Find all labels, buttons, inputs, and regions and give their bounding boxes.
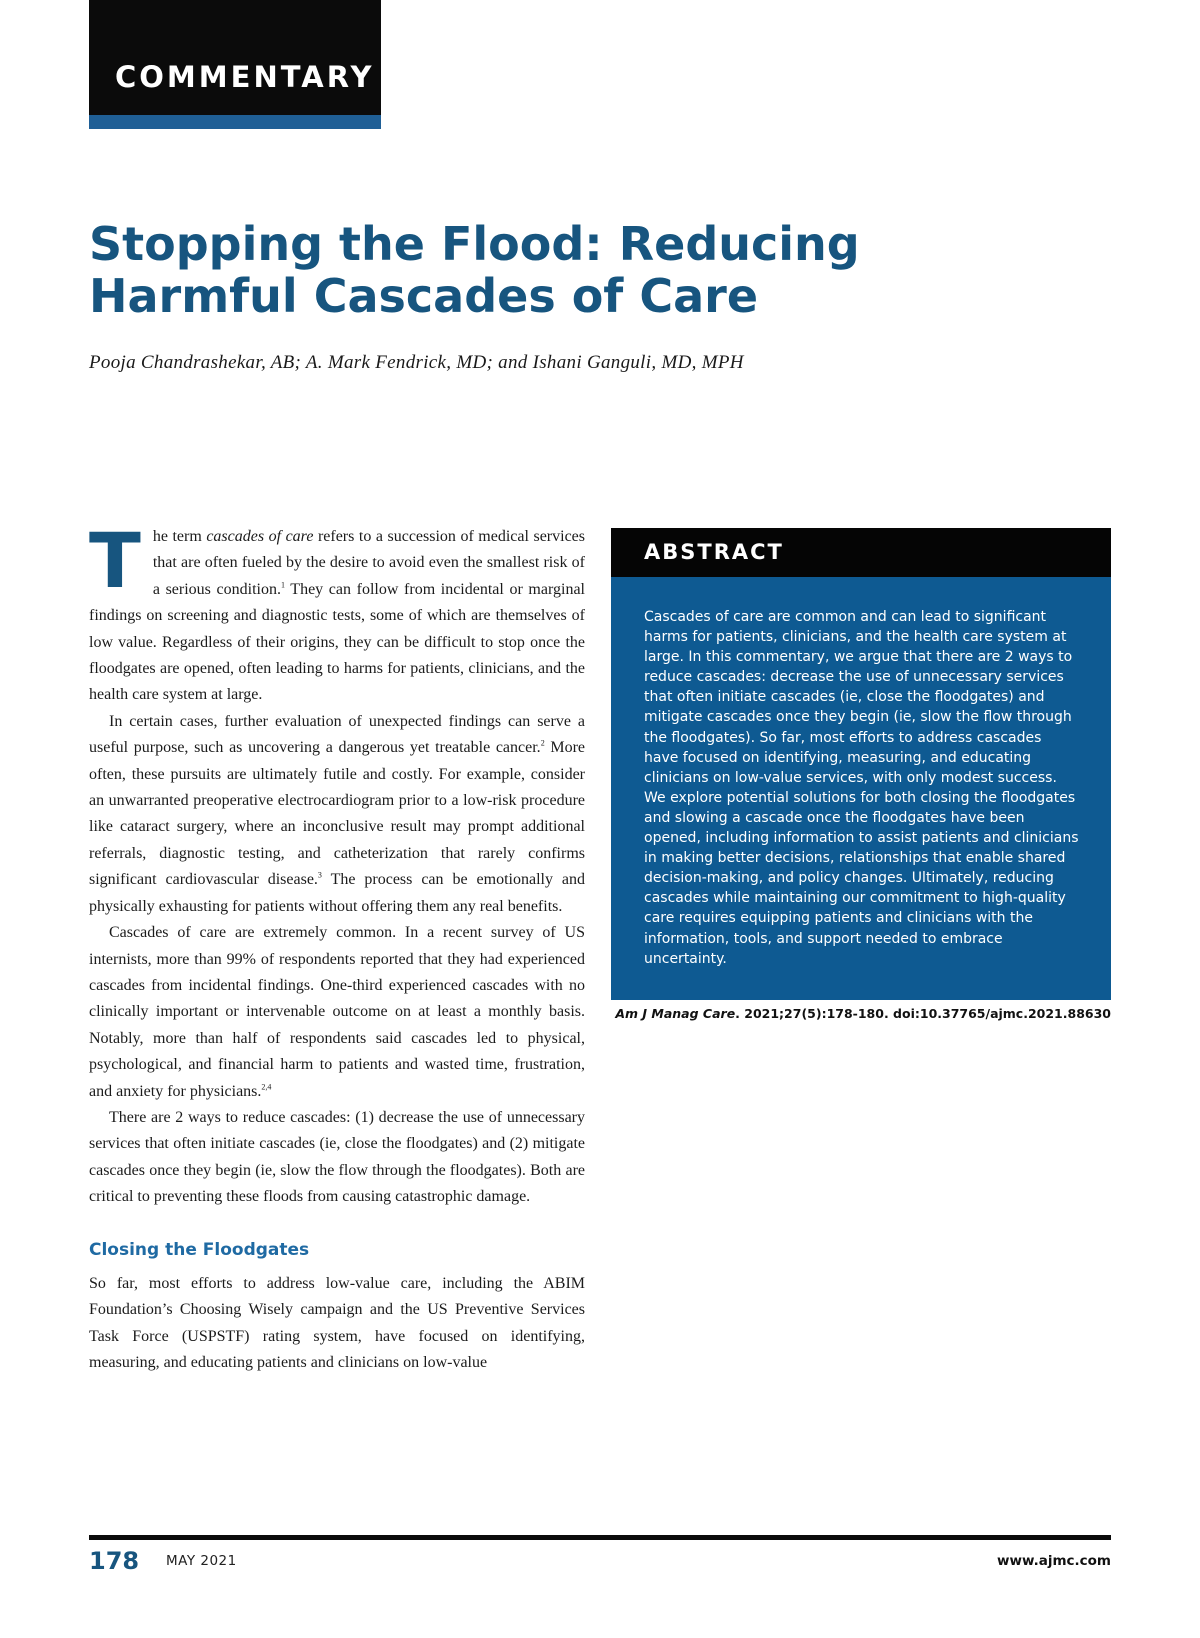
citation-journal: Am J Manag Care — [615, 1006, 736, 1021]
abstract-heading: ABSTRACT — [611, 528, 1111, 577]
section-heading: Closing the Floodgates — [89, 1239, 310, 1260]
body-text: More often, these pursuits are ultimately futile and costly. For example, consider an unwarranted preoperative electrocardiogram prior to a low-risk procedure like cataract surgery, where an inconclusive result may prompt additional referrals, diagnostic testing, and catheterization that rarely confirms significant cardiovascular disease. — [89, 739, 586, 889]
issue-date: MAY 2021 — [166, 1553, 237, 1569]
article-title: Stopping the Flood: Reducing Harmful Cascades of Care — [89, 217, 860, 323]
body-text: refers to a succession of medical services that are often fueled by the desire to avoid even the smallest risk of a serious condition. — [152, 528, 586, 598]
body-paragraph-2 — [89, 709, 585, 920]
reference-marker: 3 — [317, 870, 322, 880]
reference-marker: 2 — [540, 738, 545, 748]
footer-rule — [89, 1535, 1111, 1540]
body-text: They can follow from incidental or marginal findings on screening and diagnostic tests, some of which are themselves of low value. Regardless of their origins, they can be difficult to stop once the floodgates are opened, often leading to harms for patients, clinicians, and the health care system at large. — [89, 580, 585, 704]
article-authors: Pooja Chandrashekar, AB; A. Mark Fendrick, MD; and Ishani Ganguli, MD, MPH — [89, 352, 744, 373]
section-label-block — [89, 0, 381, 119]
site-url: www.ajmc.com — [997, 1553, 1111, 1569]
body-paragraph-4: There are 2 ways to reduce cascades: (1) decrease the use of unnecessary services that often initiate cascades (ie, close the floodgates) and (2) mitigate cascades once they begin (ie, slow the flow through the floodgates). Both are critical to preventing these floods from causing catastrophic damage. — [89, 1108, 585, 1206]
body-text: he term — [152, 528, 207, 545]
reference-marker: 1 — [280, 580, 285, 590]
section-label: COMMENTARY — [115, 60, 375, 94]
abstract-text: Cascades of care are common and can lead to significant harms for patients, clinicians, and the health care system at large. In this commentary, we argue that there are 2 ways to reduce cascades: decrease the use of unnecessary services that often initiate cascades (ie, close the floodgates) and mitigate cascades once they begin (ie, slow the flow through the floodgates). So far, most efforts to address cascades have focused on identifying, measuring, and educating clinicians on low-value services, with only modest success. We explore potential solutions for both closing the floodgates and slowing a cascade once the floodgates have been opened, including information to assist patients and clinicians in making better decisions, relationships that enable shared decision-making, and policy changes. Ultimately, reducing cascades while maintaining our commitment to high-quality care requires equipping patients and clinicians with the information, tools, and support needed to embrace uncertainty. — [644, 609, 1079, 967]
citation — [611, 1006, 1111, 1021]
body-paragraph-3 — [89, 920, 585, 1105]
body-paragraph-1 — [89, 516, 586, 709]
body-text: In certain cases, further evaluation of unexpected findings can serve a useful purpose, such as uncovering a dangerous yet treatable cancer. — [89, 712, 585, 757]
body-emphasis: cascades of care — [206, 528, 314, 545]
section-label-stripe — [89, 115, 381, 129]
article-body — [89, 516, 586, 1377]
drop-cap: T — [89, 516, 141, 605]
reference-marker: 2,4 — [261, 1082, 272, 1092]
body-paragraph-5: So far, most efforts to address low-value care, including the ABIM Foundation’s Choosing Wisely campaign and the US Preventive Services Task Force (USPSTF) rating system, have focused on identifying, measuring, and educating patients and clinicians on low-value — [89, 1274, 585, 1372]
abstract-box — [611, 577, 1111, 1000]
page-number: 178 — [89, 1547, 140, 1575]
citation-details: . 2021;27(5):178-180. doi:10.37765/ajmc.2021.88630 — [735, 1006, 1111, 1021]
body-text: Cascades of care are extremely common. In a recent survey of US internists, more than 99% of respondents reported that they had experienced cascades from incidental findings. One-third experienced cascades with no clinically important or intervenable outcome on at least a monthly basis. Notably, more than half of respondents said cascades led to physical, psychological, and financial harm to patients and wasted time, frustration, and anxiety for physicians. — [89, 924, 585, 1100]
body-text: The process can be emotionally and physically exhausting for patients without offering them any real benefits. — [89, 871, 585, 915]
